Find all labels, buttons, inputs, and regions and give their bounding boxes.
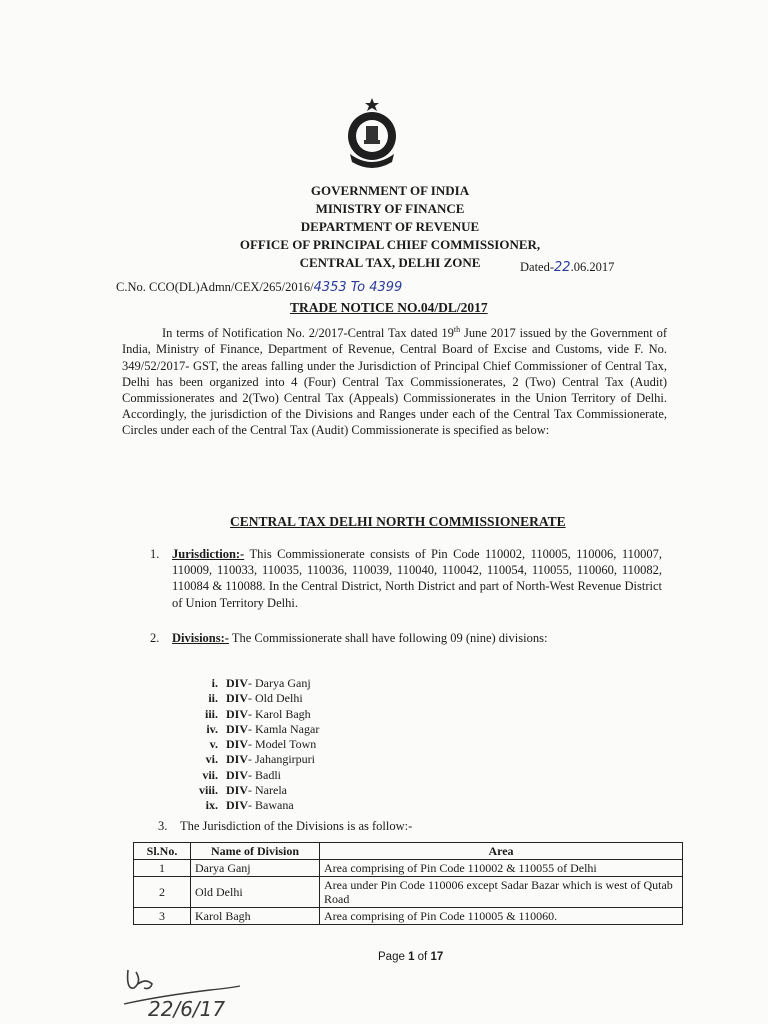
header-ministry: MINISTRY OF FINANCE (315, 201, 465, 216)
item3-text: The Jurisdiction of the Divisions is as follow:- (180, 819, 413, 833)
file-number-handwritten: 4353 To 4399 (313, 280, 403, 295)
trade-notice-title: TRADE NOTICE NO.04/DL/2017 (290, 300, 488, 315)
divisions-text: The Commissionerate shall have following 09 (nine) divisions: (228, 631, 548, 645)
item-divisions (150, 630, 670, 650)
header-slno: Sl.No. (134, 843, 191, 860)
list-item: vii. DIV- Badli (202, 767, 282, 782)
file-number (116, 280, 402, 295)
header-division-name: Name of Division (191, 843, 320, 860)
ashoka-emblem-icon (336, 96, 408, 174)
header-government: GOVERNMENT OF INDIA (310, 183, 470, 198)
dated-prefix: Dated- (520, 260, 555, 274)
item-number: 1. (150, 547, 160, 561)
intro-text-2: June 2017 issued by the Government of India, Ministry of Finance, Department of Revenue, Central Board of Excise and Customs, vide F. No. 349/52/2017- GST, the areas falling under the Jurisdiction of Principal Chief Commissioner of Central Tax, Delhi has been organized into 4 (Four) Central Tax Commissionerates, 2 (Two) Central Tax (Audit) Commissionerates and 2(Two) Central Tax (Appeals) Commissionerates in the Union Territory of Delhi. Accordingly, the jurisdiction of the Divisions and Ranges under each of the Central Tax Commissionerate, Circles under each of the Central Tax (Audit) Commissionerate is specified as below: (122, 326, 667, 438)
table-row: 2 Old Delhi Area under Pin Code 110006 except Sadar Bazar which is west of Qutab Road (134, 877, 683, 908)
dated-handwritten: 22 (554, 260, 571, 275)
list-item: iii. DIV- Karol Bagh (204, 706, 311, 721)
signature-date: 22/6/17 (148, 997, 226, 1020)
table-header-row (134, 843, 683, 860)
section-title: CENTRAL TAX DELHI NORTH COMMISSIONERATE (230, 514, 566, 529)
jurisdiction-label: Jurisdiction:- (172, 547, 245, 561)
list-item: iv. DIV- Kamla Nagar (206, 721, 320, 736)
item-number: 2. (150, 631, 160, 645)
intro-paragraph (122, 322, 667, 439)
header-department: DEPARTMENT OF REVENUE (300, 219, 480, 234)
handwritten-signature-icon (120, 960, 250, 1020)
list-item: viii. DIV- Narela (198, 783, 287, 798)
header-office: OFFICE OF PRINCIPAL CHIEF COMMISSIONER, (239, 237, 541, 252)
division-list (170, 676, 319, 814)
intro-superscript: th (453, 325, 461, 334)
item-number: 3. (158, 819, 168, 833)
list-item: ix. DIV- Bawana (205, 798, 294, 813)
header-zone: CENTRAL TAX, DELHI ZONE (299, 255, 481, 270)
division-area-table (133, 842, 683, 925)
file-number-text: C.No. CCO(DL)Admn/CEX/265/2016/ (116, 280, 314, 294)
header-area: Area (320, 843, 683, 860)
table-row: 3 Karol Bagh Area comprising of Pin Code 110005 & 110060. (134, 908, 683, 925)
page-number: Page 1 of 17 (378, 951, 444, 963)
list-item: ii. DIV- Old Delhi (208, 691, 303, 706)
table-row: 1 Darya Ganj Area comprising of Pin Code 110002 & 110055 of Delhi (134, 860, 683, 877)
divisions-label: Divisions:- (172, 631, 229, 645)
dated-suffix: .06.2017 (570, 260, 615, 274)
list-item: vi. DIV- Jahangirpuri (205, 752, 315, 767)
list-item: v. DIV- Model Town (209, 737, 317, 752)
list-item: i. DIV- Darya Ganj (211, 676, 311, 690)
dated (520, 260, 614, 275)
jurisdiction-text: This Commissionerate consists of Pin Code 110002, 110005, 110006, 110007, 110009, 110033, 110035, 110036, 110039, 110040, 110042, 110054, 110055, 110060, 110082, 110084 & 110088. In the Central District, North District and part of North-West Revenue District of Union Territory Delhi. (172, 547, 662, 610)
item-jurisdiction-divisions (158, 818, 578, 836)
item-jurisdiction (150, 546, 670, 616)
intro-text-1: In terms of Notification No. 2/2017-Central Tax dated 19 (162, 326, 454, 341)
